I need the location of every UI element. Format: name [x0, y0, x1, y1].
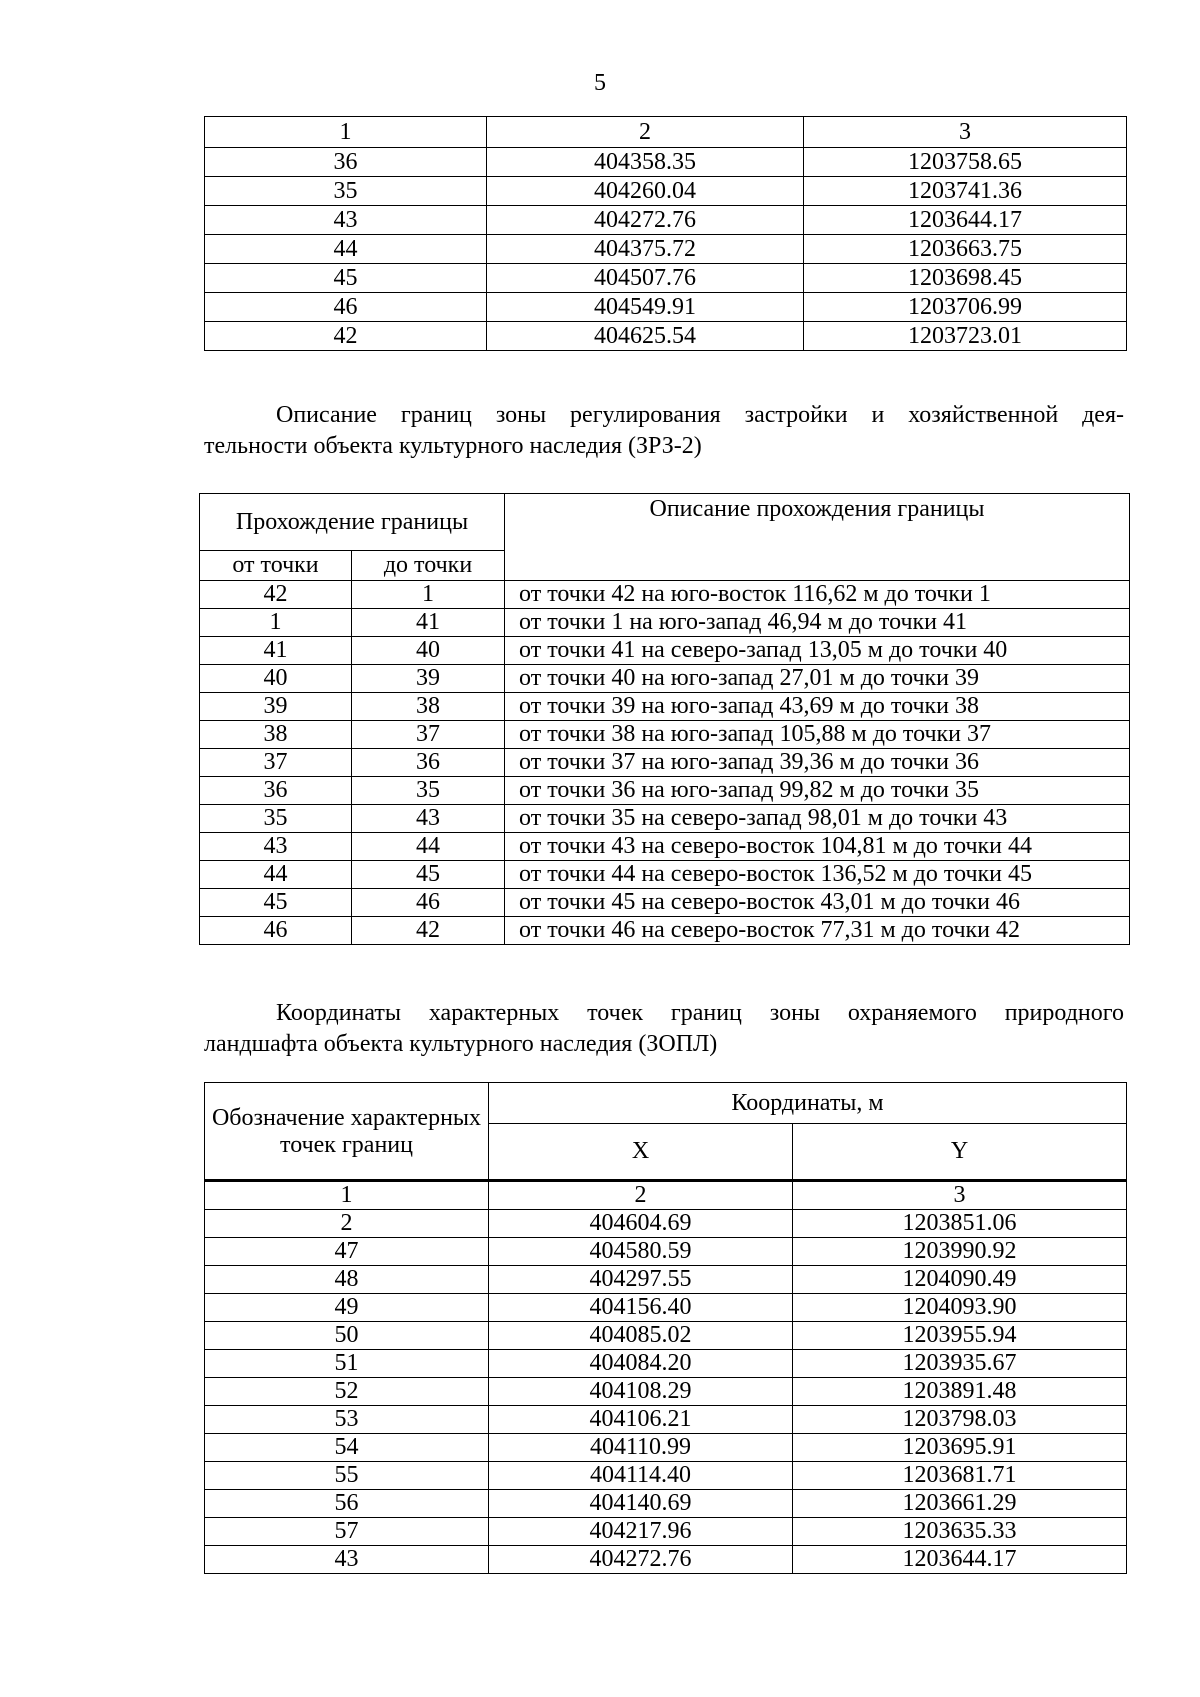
point-id-cell: 46: [205, 293, 487, 322]
y-coordinate-cell: 1203706.99: [804, 293, 1127, 322]
y-coordinate-cell: 1203851.06: [793, 1210, 1127, 1238]
to-point-cell: 38: [352, 693, 505, 721]
table-row: [200, 609, 1130, 637]
heading-line: ландшафта объекта культурного наследия (ЗОПЛ): [204, 1031, 718, 1057]
table-row: [205, 1434, 1127, 1462]
point-id-cell: 47: [205, 1238, 489, 1266]
y-coordinate-cell: 1203644.17: [804, 206, 1127, 235]
to-point-cell: 37: [352, 721, 505, 749]
header-x: X: [489, 1124, 793, 1181]
heading-line: Координаты характерных точек границ зоны охраняемого природного: [276, 1000, 1124, 1026]
point-id-cell: 2: [205, 1210, 489, 1238]
table-row: [205, 1378, 1127, 1406]
coordinates-table-continued: [204, 116, 1127, 351]
point-id-cell: 50: [205, 1322, 489, 1350]
table-row: [205, 1490, 1127, 1518]
y-coordinate-cell: 1203698.45: [804, 264, 1127, 293]
table-row: [200, 693, 1130, 721]
table-row: [200, 777, 1130, 805]
column-number: 2: [489, 1181, 793, 1210]
x-coordinate-cell: 404272.76: [489, 1546, 793, 1574]
y-coordinate-cell: 1203798.03: [793, 1406, 1127, 1434]
from-point-cell: 1: [200, 609, 352, 637]
table-row: [205, 148, 1127, 177]
column-number: 3: [793, 1181, 1127, 1210]
to-point-cell: 44: [352, 833, 505, 861]
x-coordinate-cell: 404108.29: [489, 1378, 793, 1406]
from-point-cell: 46: [200, 917, 352, 945]
y-coordinate-cell: 1203723.01: [804, 322, 1127, 351]
from-point-cell: 44: [200, 861, 352, 889]
description-cell: от точки 40 на юго-запад 27,01 м до точки 39: [505, 665, 1130, 693]
point-id-cell: 55: [205, 1462, 489, 1490]
table-row: [200, 861, 1130, 889]
x-coordinate-cell: 404084.20: [489, 1350, 793, 1378]
table-row: [205, 1294, 1127, 1322]
table-header-row: [205, 117, 1127, 148]
to-point-cell: 46: [352, 889, 505, 917]
point-id-cell: 42: [205, 322, 487, 351]
x-coordinate-cell: 404085.02: [489, 1322, 793, 1350]
y-coordinate-cell: 1204090.49: [793, 1266, 1127, 1294]
table-row: [205, 1210, 1127, 1238]
x-coordinate-cell: 404604.69: [489, 1210, 793, 1238]
table-row: [205, 293, 1127, 322]
table-row: [205, 1322, 1127, 1350]
x-coordinate-cell: 404297.55: [489, 1266, 793, 1294]
table-row: [205, 264, 1127, 293]
from-point-cell: 39: [200, 693, 352, 721]
page-number: 5: [594, 70, 606, 96]
table-row: [205, 1266, 1127, 1294]
table-row: [205, 322, 1127, 351]
to-point-cell: 45: [352, 861, 505, 889]
to-point-cell: 42: [352, 917, 505, 945]
from-point-cell: 40: [200, 665, 352, 693]
y-coordinate-cell: 1203741.36: [804, 177, 1127, 206]
point-id-cell: 57: [205, 1518, 489, 1546]
description-cell: от точки 36 на юго-запад 99,82 м до точки 35: [505, 777, 1130, 805]
from-point-cell: 45: [200, 889, 352, 917]
to-point-cell: 36: [352, 749, 505, 777]
point-id-cell: 44: [205, 235, 487, 264]
y-coordinate-cell: 1203661.29: [793, 1490, 1127, 1518]
description-cell: от точки 43 на северо-восток 104,81 м до точки 44: [505, 833, 1130, 861]
table-row: [205, 1518, 1127, 1546]
table-row: [200, 665, 1130, 693]
description-cell: от точки 44 на северо-восток 136,52 м до точки 45: [505, 861, 1130, 889]
table-numbering-row: [205, 1181, 1127, 1210]
x-coordinate-cell: 404114.40: [489, 1462, 793, 1490]
description-cell: от точки 37 на юго-запад 39,36 м до точки 36: [505, 749, 1130, 777]
description-cell: от точки 39 на юго-запад 43,69 м до точки 38: [505, 693, 1130, 721]
point-id-cell: 51: [205, 1350, 489, 1378]
x-coordinate-cell: 404140.69: [489, 1490, 793, 1518]
point-id-cell: 52: [205, 1378, 489, 1406]
table-row: [205, 206, 1127, 235]
point-id-cell: 53: [205, 1406, 489, 1434]
y-coordinate-cell: 1203663.75: [804, 235, 1127, 264]
point-id-cell: 35: [205, 177, 487, 206]
header-y: Y: [793, 1124, 1127, 1181]
from-point-cell: 35: [200, 805, 352, 833]
point-id-cell: 45: [205, 264, 487, 293]
heading-line: тельности объекта культурного наследия (ЗРЗ-2): [204, 433, 702, 459]
header-coordinates: Координаты, м: [489, 1083, 1127, 1124]
header-description: Описание прохождения границы: [505, 494, 1130, 581]
header-from-point: от точки: [200, 551, 352, 581]
y-coordinate-cell: 1203891.48: [793, 1378, 1127, 1406]
point-id-cell: 48: [205, 1266, 489, 1294]
from-point-cell: 36: [200, 777, 352, 805]
to-point-cell: 1: [352, 581, 505, 609]
point-id-cell: 49: [205, 1294, 489, 1322]
header-passage: Прохождение границы: [200, 494, 505, 551]
zopl-coordinates-table: [204, 1082, 1127, 1574]
table-row: [200, 637, 1130, 665]
x-coordinate-cell: 404358.35: [487, 148, 804, 177]
description-cell: от точки 46 на северо-восток 77,31 м до точки 42: [505, 917, 1130, 945]
table-row: [200, 581, 1130, 609]
table-row: [205, 1462, 1127, 1490]
point-id-cell: 43: [205, 206, 487, 235]
to-point-cell: 35: [352, 777, 505, 805]
y-coordinate-cell: 1203758.65: [804, 148, 1127, 177]
x-coordinate-cell: 404272.76: [487, 206, 804, 235]
x-coordinate-cell: 404156.40: [489, 1294, 793, 1322]
x-coordinate-cell: 404106.21: [489, 1406, 793, 1434]
heading-line: Описание границ зоны регулирования застройки и хозяйственной дея-: [276, 402, 1124, 428]
description-cell: от точки 38 на юго-запад 105,88 м до точки 37: [505, 721, 1130, 749]
table-row: [200, 749, 1130, 777]
x-coordinate-cell: 404549.91: [487, 293, 804, 322]
x-coordinate-cell: 404260.04: [487, 177, 804, 206]
table-row: [200, 917, 1130, 945]
y-coordinate-cell: 1203635.33: [793, 1518, 1127, 1546]
description-cell: от точки 35 на северо-запад 98,01 м до точки 43: [505, 805, 1130, 833]
table-header-row: [200, 494, 1130, 551]
table-row: [200, 721, 1130, 749]
table-row: [205, 1546, 1127, 1574]
header-to-point: до точки: [352, 551, 505, 581]
x-coordinate-cell: 404580.59: [489, 1238, 793, 1266]
zrz2-section-heading: [204, 400, 1124, 462]
y-coordinate-cell: 1203955.94: [793, 1322, 1127, 1350]
point-id-cell: 54: [205, 1434, 489, 1462]
table-row: [200, 805, 1130, 833]
description-cell: от точки 45 на северо-восток 43,01 м до точки 46: [505, 889, 1130, 917]
table-row: [205, 1406, 1127, 1434]
from-point-cell: 37: [200, 749, 352, 777]
boundary-description-table: [199, 493, 1130, 945]
x-coordinate-cell: 404217.96: [489, 1518, 793, 1546]
to-point-cell: 43: [352, 805, 505, 833]
table-row: [200, 833, 1130, 861]
x-coordinate-cell: 404375.72: [487, 235, 804, 264]
description-cell: от точки 42 на юго-восток 116,62 м до точки 1: [505, 581, 1130, 609]
y-coordinate-cell: 1203990.92: [793, 1238, 1127, 1266]
to-point-cell: 41: [352, 609, 505, 637]
to-point-cell: 39: [352, 665, 505, 693]
table-row: [205, 1350, 1127, 1378]
y-coordinate-cell: 1203695.91: [793, 1434, 1127, 1462]
table-row: [205, 177, 1127, 206]
header-designation: Обозначение характерных точек границ: [205, 1083, 489, 1181]
zopl-section-heading: [204, 998, 1124, 1060]
x-coordinate-cell: 404507.76: [487, 264, 804, 293]
from-point-cell: 43: [200, 833, 352, 861]
table-row: [205, 1238, 1127, 1266]
y-coordinate-cell: 1203644.17: [793, 1546, 1127, 1574]
y-coordinate-cell: 1203935.67: [793, 1350, 1127, 1378]
point-id-cell: 56: [205, 1490, 489, 1518]
column-number: 1: [205, 117, 487, 148]
description-cell: от точки 41 на северо-запад 13,05 м до точки 40: [505, 637, 1130, 665]
to-point-cell: 40: [352, 637, 505, 665]
from-point-cell: 42: [200, 581, 352, 609]
column-number: 1: [205, 1181, 489, 1210]
table-row: [205, 235, 1127, 264]
from-point-cell: 41: [200, 637, 352, 665]
x-coordinate-cell: 404110.99: [489, 1434, 793, 1462]
column-number: 3: [804, 117, 1127, 148]
from-point-cell: 38: [200, 721, 352, 749]
table-header-row: [205, 1083, 1127, 1124]
x-coordinate-cell: 404625.54: [487, 322, 804, 351]
column-number: 2: [487, 117, 804, 148]
point-id-cell: 36: [205, 148, 487, 177]
point-id-cell: 43: [205, 1546, 489, 1574]
description-cell: от точки 1 на юго-запад 46,94 м до точки 41: [505, 609, 1130, 637]
y-coordinate-cell: 1204093.90: [793, 1294, 1127, 1322]
table-row: [200, 889, 1130, 917]
y-coordinate-cell: 1203681.71: [793, 1462, 1127, 1490]
